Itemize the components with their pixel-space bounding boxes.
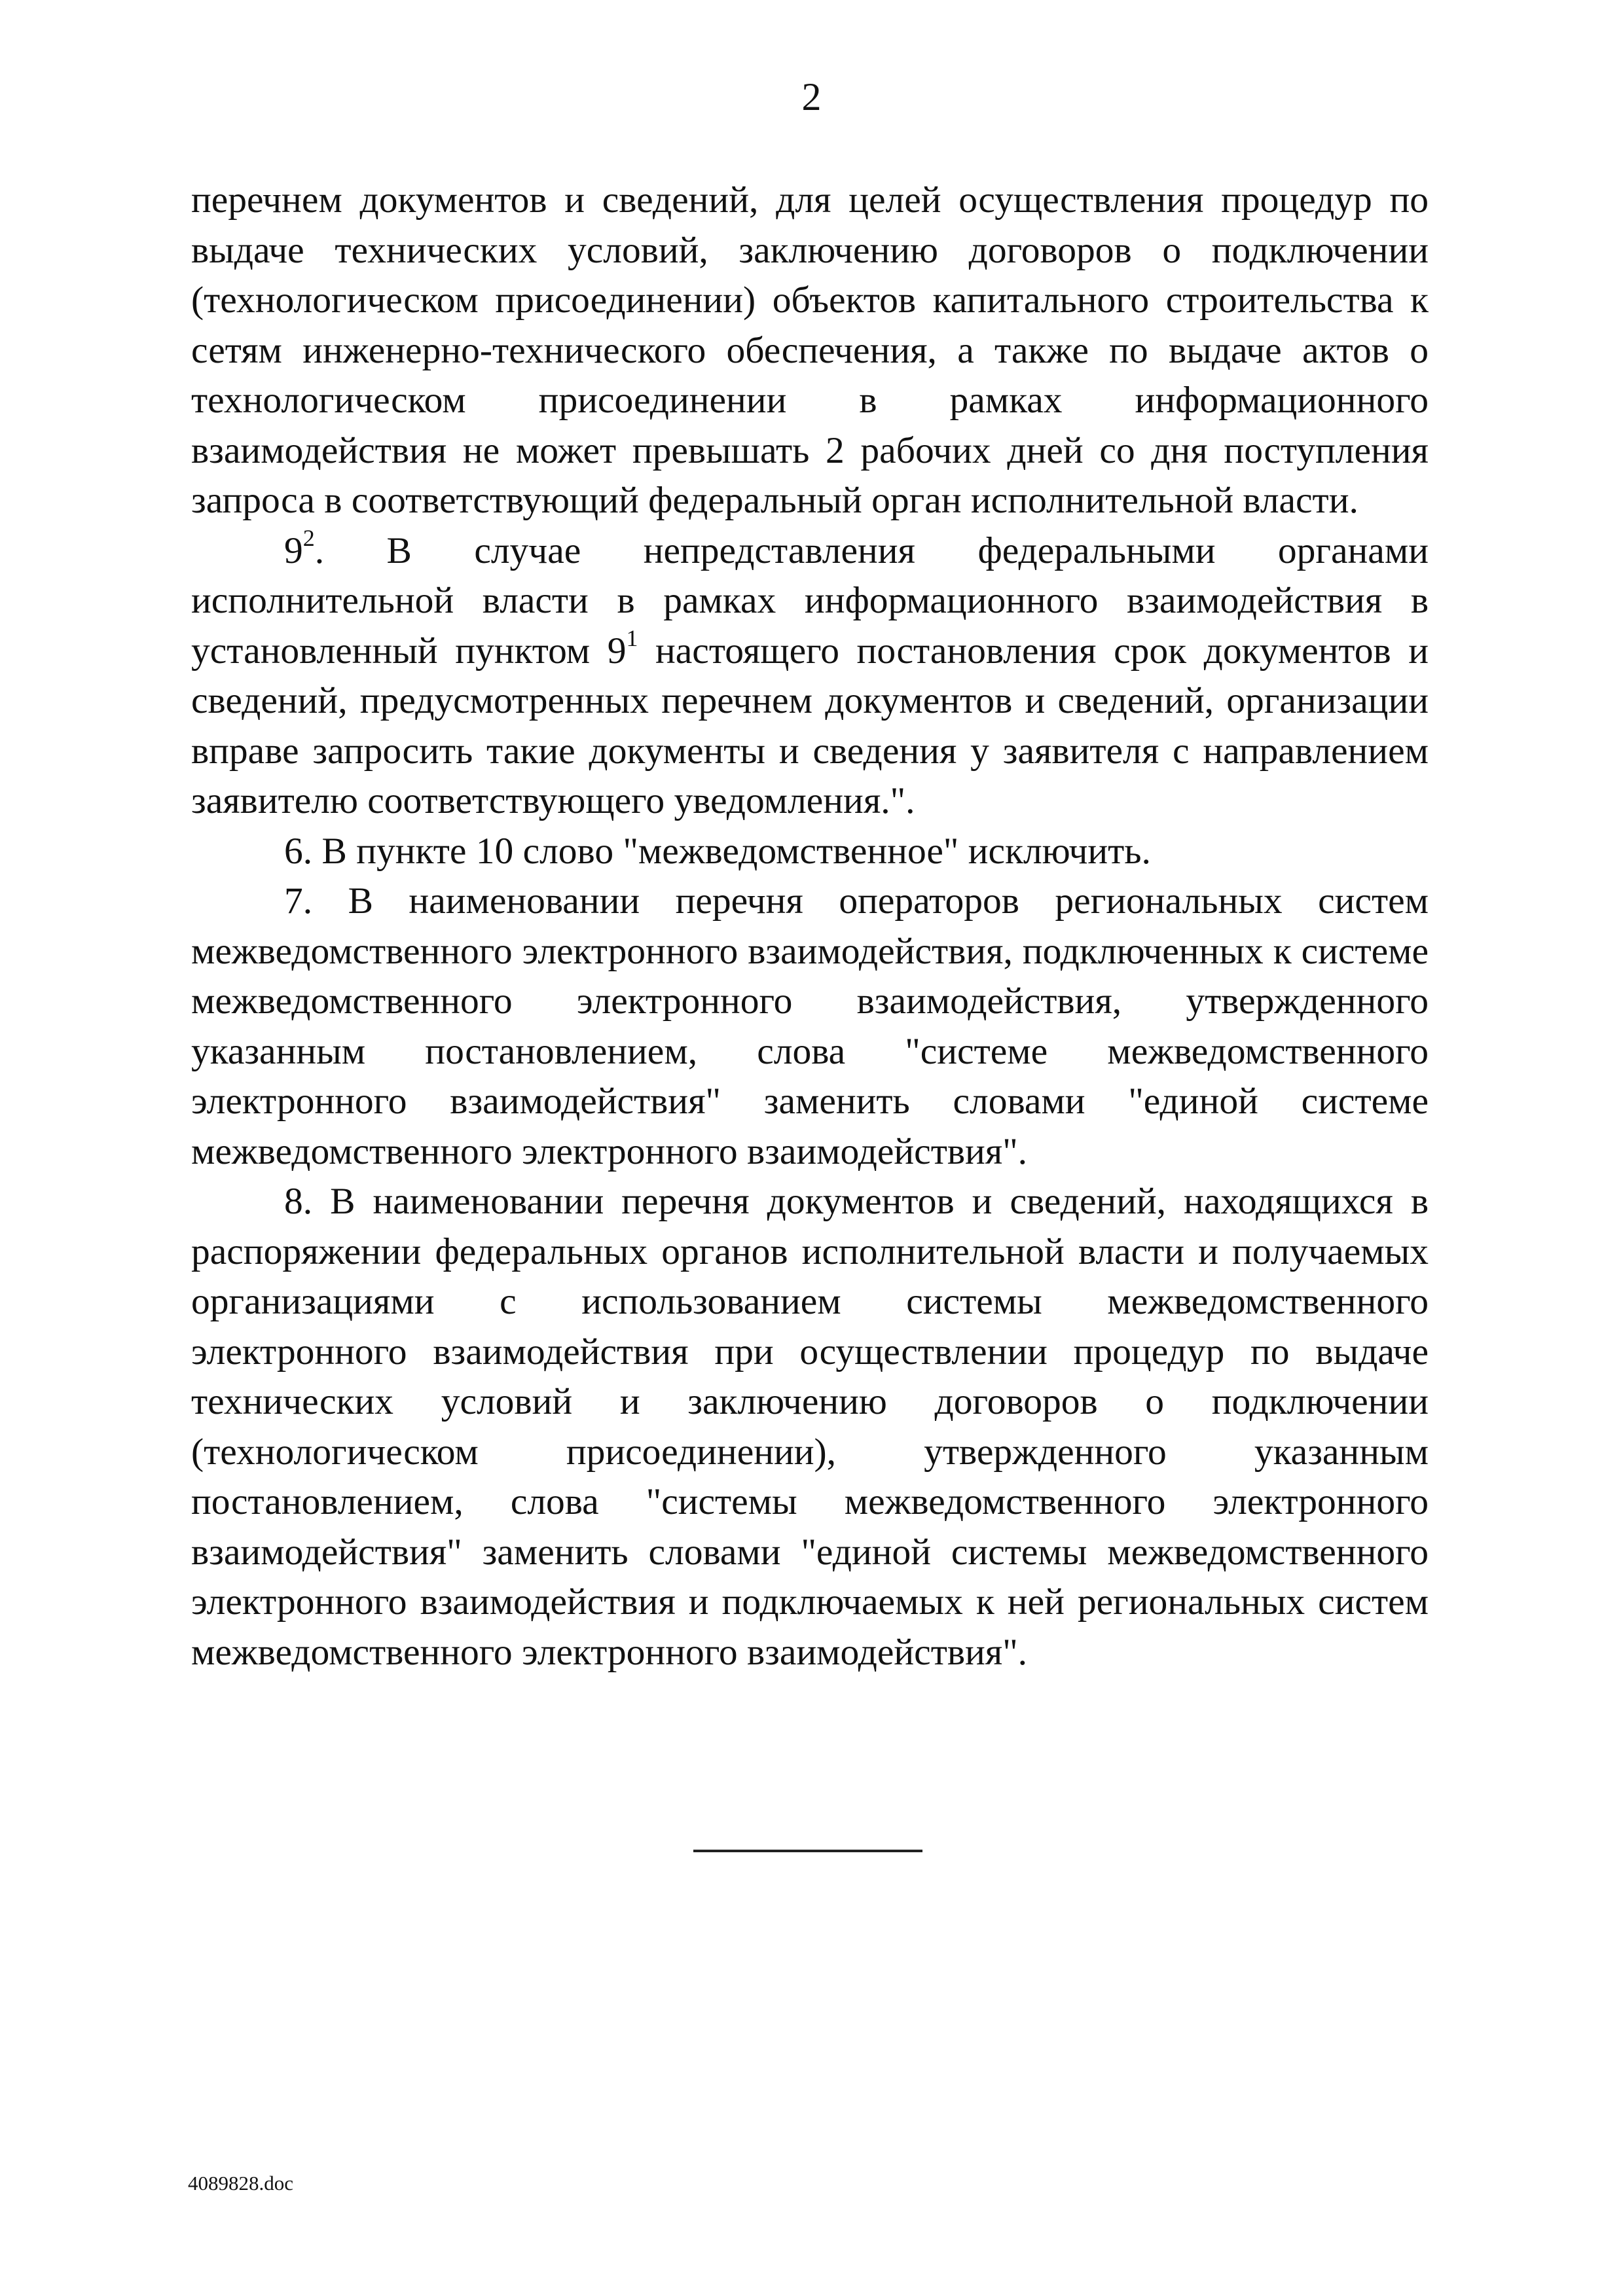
paragraph-item-9-2	[191, 526, 1429, 827]
end-rule-divider	[693, 1850, 922, 1852]
document-body	[191, 175, 1429, 1677]
item-number: 9	[284, 529, 303, 571]
item-reference-superscript: 1	[626, 624, 638, 651]
paragraph-text: . В случае непредставления федеральными органами исполнительной власти в рамках информационного взаимодействия в установленный пунктом	[191, 529, 1429, 672]
document-filename: 4089828.doc	[188, 2172, 294, 2195]
item-number-superscript: 2	[302, 524, 315, 551]
paragraph-item-8: 8. В наименовании перечня документов и сведений, находящихся в распоряжении федеральных органов исполнительной власти и получаемых организациями с использованием системы межведомственного электронного взаимодействия при осуществлении процедур по выдаче технических условий и заключению договоров о подключении (технологическом присоединении), утвержденного указанным постановлением, слова "системы межведомственного электронного взаимодействия" заменить словами "единой системы межведомственного электронного взаимодействия и подключаемых к ней региональных систем межведомственного электронного взаимодействия".	[191, 1181, 1429, 1673]
paragraph-item-7: 7. В наименовании перечня операторов региональных систем межведомственного электронного взаимодействия, подключенных к системе межведомственного электронного взаимодействия, утвержденного указанным постановлением, слова "системе межведомственного электронного взаимодействия" заменить словами "единой системе межведомственного электронного взаимодействия".	[191, 880, 1429, 1172]
paragraph-continuation: перечнем документов и сведений, для целей осуществления процедур по выдаче технических условий, заключению договоров о подключении (технологическом присоединении) объектов капитального строительства к сетям инженерно-технического обеспечения, а также по выдаче актов о технологическом присоединении в рамках информационного взаимодействия не может превышать 2 рабочих дней со дня поступления запроса в соответствующий федеральный орган исполнительной власти.	[191, 179, 1429, 521]
item-reference: 9	[607, 630, 627, 672]
paragraph-text: настоящего постановления срок документов и сведений, предусмотренных перечнем документов и сведений, организации вправе запросить такие документы и сведения у заявителя с направлением заявителю соответствующего уведомления.".	[191, 630, 1429, 821]
page-number: 2	[801, 75, 822, 118]
paragraph-item-6: 6. В пункте 10 слово "межведомственное" исключить.	[284, 830, 1151, 872]
